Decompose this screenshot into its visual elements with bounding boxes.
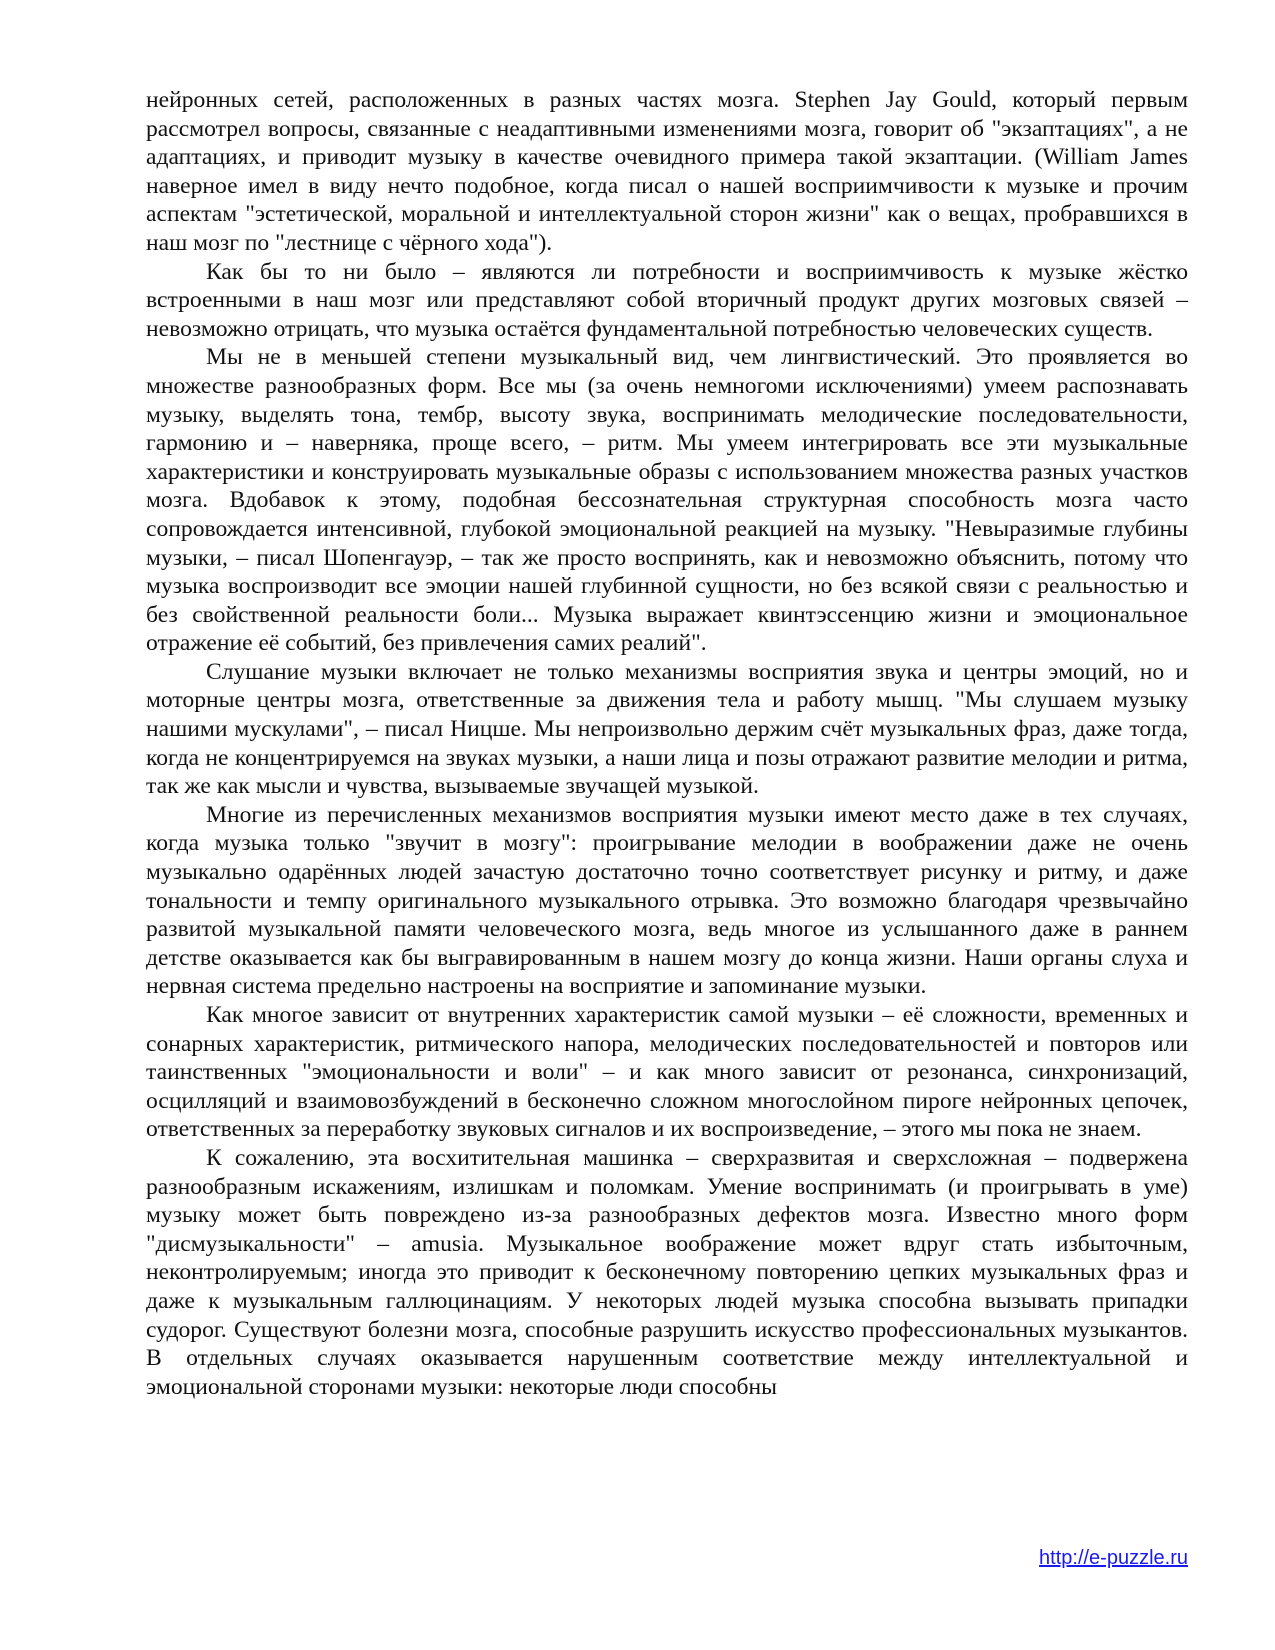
document-body <box>146 86 1188 1401</box>
footer-website-link[interactable]: http://e-puzzle.ru <box>1039 1547 1188 1569</box>
paragraph-6: Как многое зависит от внутренних характеристик самой музыки – её сложности, временных и сонарных характеристик, ритмического напора, мелодических последовательностей и повторов или таинственных "эмоциональности и воли" – и как много зависит от резонанса, синхронизаций, осцилляций и взаимовозбуждений в бесконечно сложном многослойном пироге нейронных цепочек, ответственных за переработку звуковых сигналов и их воспроизведение, – этого мы пока не знаем. <box>146 1002 1188 1143</box>
paragraph-5: Многие из перечисленных механизмов восприятия музыки имеют место даже в тех случаях, когда музыка только "звучит в мозгу": проигрывание мелодии в воображении даже не очень музыкально одарённых людей зачастую достаточно точно соответствует рисунку и ритму, и даже тональности и темпу оригинального музыкального отрывка. Это возможно благодаря чрезвычайно развитой музыкальной памяти человеческого мозга, ведь многое из услышанного даже в раннем детстве оказывается как бы выгравированным в нашем мозгу до конца жизни. Наши органы слуха и нервная система предельно настроены на восприятие и запоминание музыки. <box>146 801 1188 1000</box>
paragraph-1: нейронных сетей, расположенных в разных частях мозга. Stephen Jay Gould, который первым рассмотрел вопросы, связанные с неадаптивными изменениями мозга, говорит об "экзаптациях", а не адаптациях, и приводит музыку в качестве очевидного примера такой экзаптации. (William James наверное имел в виду нечто подобное, когда писал о нашей восприимчивости к музыке и прочим аспектам "эстетической, моральной и интеллектуальной сторон жизни" как о вещах, пробравшихся в наш мозг по "лестнице с чёрного хода"). <box>146 87 1188 256</box>
paragraph-2: Как бы то ни было – являются ли потребности и восприимчивость к музыке жёстко встроенными в наш мозг или представляют собой вторичный продукт других мозговых связей – невозможно отрицать, что музыка остаётся фундаментальной потребностью человеческих существ. <box>146 258 1188 342</box>
paragraph-3: Мы не в меньшей степени музыкальный вид, чем лингвистический. Это проявляется во множестве разнообразных форм. Все мы (за очень немногоми исключениями) умеем распознавать музыку, выделять тона, тембр, высоту звука, воспринимать мелодические последовательности, гармонию и – наверняка, проще всего, – ритм. Мы умеем интегрировать все эти музыкальные характеристики и конструировать музыкальные образы с использованием множества разных участков мозга. Вдобавок к этому, подобная бессознательная структурная способность мозга часто сопровождается интенсивной, глубокой эмоциональной реакцией на музыку. "Невыразимые глубины музыки, – писал Шопенгауэр, – так же просто воспринять, как и невозможно объяснить, потому что музыка воспроизводит все эмоции нашей глубинной сущности, но без всякой связи с реальностью и без свойственной реальности боли... Музыка выражает квинтэссенцию жизни и эмоциональное отражение её событий, без привлечения самих реалий". <box>146 344 1188 657</box>
paragraph-4: Слушание музыки включает не только механизмы восприятия звука и центры эмоций, но и моторные центры мозга, ответственные за движения тела и работу мышц. "Мы слушаем музыку нашими мускулами", – писал Ницше. Мы непроизвольно держим счёт музыкальных фраз, даже тогда, когда не концентрируемся на звуках музыки, а наши лица и позы отражают развитие мелодии и ритма, так же как мысли и чувства, вызываемые звучащей музыкой. <box>146 658 1188 800</box>
paragraph-7: К сожалению, эта восхитительная машинка – сверхразвитая и сверхсложная – подвержена разнообразным искажениям, излишкам и поломкам. Умение воспринимать (и проигрывать в уме) музыку может быть повреждено из-за разнообразных дефектов мозга. Известно много форм "дисмузыкальности" – amusia. Музыкальное воображение может вдруг стать избыточным, неконтролируемым; иногда это приводит к бесконечному повторению цепких музыкальных фраз и даже к музыкальным галлюцинациям. У некоторых людей музыка способна вызывать припадки судорог. Существуют болезни мозга, способные разрушить искусство профессиональных музыкантов. В отдельных случаях оказывается нарушенным соответствие между интеллектуальной и эмоциональной сторонами музыки: некоторые люди способны <box>146 1144 1188 1400</box>
